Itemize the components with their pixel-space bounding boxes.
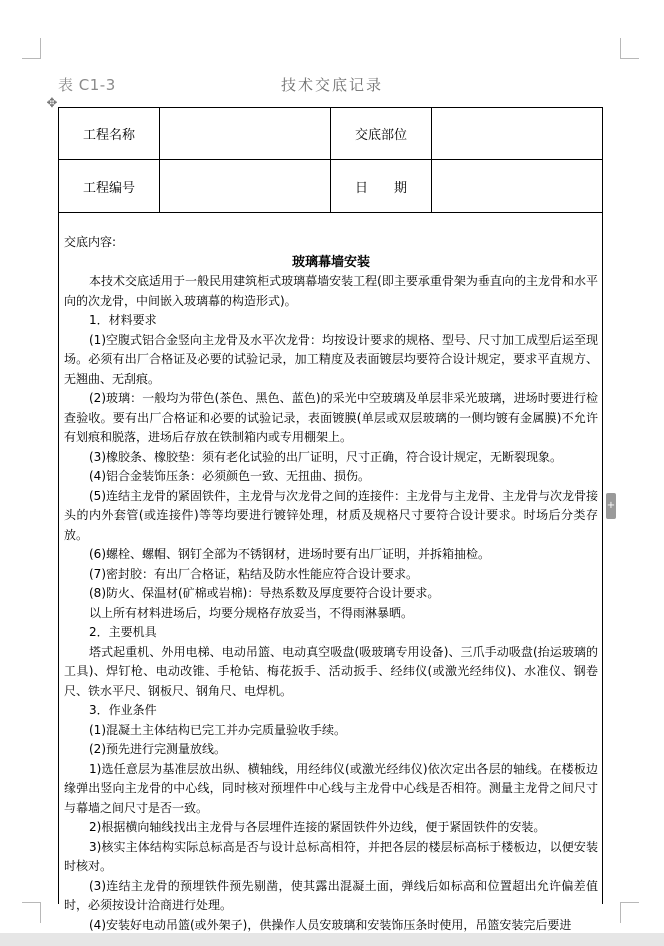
paragraph: (2)预先进行完测量放线。 <box>89 742 226 756</box>
header-table <box>59 108 602 213</box>
date-label: 日 期 <box>331 160 432 212</box>
paragraph: 本技术交底适用于一般民用建筑柜式玻璃幕墙安装工程(即主要承重骨架为垂直向的主龙骨和水平向的次龙骨，中间嵌入玻璃幕的构造形式)。 <box>64 274 598 308</box>
project-name-field[interactable] <box>160 108 331 160</box>
content-label: 交底内容: <box>64 235 117 249</box>
paragraph: (4)铝合金装饰压条：必须颜色一致、无扭曲、损伤。 <box>89 469 371 483</box>
form-title: 技术交底记录 <box>280 76 383 94</box>
move-handle-icon[interactable]: ✥ <box>46 96 58 111</box>
paragraph: (3)连结主龙骨的预埋铁件预先剔凿，使其露出混凝土面，弹线后如标高和位置超出允许偏差值时，必须按设计洽商进行处理。 <box>64 878 598 912</box>
paragraph: (7)密封胶：有出厂合格证，粘结及防水性能应符合设计要求。 <box>89 566 419 581</box>
crop-mark-bottom-left <box>22 902 41 923</box>
crop-mark-top-right <box>620 38 639 59</box>
paragraph: 以上所有材料进场后，均要分规格存放妥当，不得雨淋暴晒。 <box>89 605 414 620</box>
paragraph: (6)螺栓、螺帽、钢钉全部为不锈钢材，进场时要有出厂证明，并拆箱抽检。 <box>89 547 491 561</box>
section-label: 交底部位 <box>331 108 432 160</box>
section-heading: 1．材料要求 <box>89 313 157 327</box>
crop-mark-top-left <box>22 38 41 59</box>
project-no-label: 工程编号 <box>59 160 160 212</box>
crop-mark-bottom-right <box>620 902 639 923</box>
project-no-field[interactable] <box>160 160 331 212</box>
paragraph: (2)玻璃：一般均为带色(茶色、黑色、蓝色)的采光中空玻璃及单层非采光玻璃，进场时要进行检查验收。要有出厂合格证和必要的试验记录，表面镀膜(单层或双层玻璃的一侧均镀有金属膜)不允许有划痕和脱落，进场后存放在铁制箱内或专用棚架上。 <box>64 391 598 444</box>
project-name-label: 工程名称 <box>59 108 160 160</box>
side-expand-icon[interactable]: + <box>606 493 616 519</box>
bottom-scroll-area <box>0 933 664 946</box>
paragraph: (4)安装好电动吊篮(或外架子)，供操作人员安玻璃和安装饰压条时使用，吊篮安装完后要进 <box>89 917 572 932</box>
section-heading: 3．作业条件 <box>89 703 157 717</box>
paragraph: 2)根据横向轴线找出主龙骨与各层埋件连接的紧固铁件外边线，便于紧固铁件的安装。 <box>89 820 546 834</box>
disclosure-content[interactable] <box>59 213 602 935</box>
document-title: 玻璃幕墙安装 <box>291 254 370 270</box>
paragraph: (5)连结主龙骨的紧固铁件，主龙骨与次龙骨之间的连接件：主龙骨与主龙骨、主龙骨与次龙骨接头的内外套管(或连接件)等等均要进行镀锌处理，材质及规格尺寸要符合设计要求。时场后分类存放。 <box>64 488 599 542</box>
paragraph: (1)空腹式铝合金竖向主龙骨及水平次龙骨：均按设计要求的规格、型号、尺寸加工成型后运至现场。必须有出厂合格证及必要的试验记录，加工精度及表面镀层均要符合设计规定，要求平直规方、无翘曲、无刮痕。 <box>64 332 599 386</box>
date-field[interactable] <box>432 160 602 212</box>
paragraph: 塔式起重机、外用电梯、电动吊篮、电动真空吸盘(吸玻璃专用设备)、三爪手动吸盘(抬运玻璃的工具)、焊钉枪、电动改锥、手枪钻、梅花扳手、活动扳手、经纬仪(或激光经纬仪)、水准仪、钢卷尺、铁水平尺、钢板尺、钢角尺、电焊机。 <box>64 644 598 698</box>
paragraph: 1)选任意层为基准层放出纵、横轴线，用经纬仪(或激光经纬仪)依次定出各层的轴线。在楼板边缘弹出竖向主龙骨的中心线，同时核对预埋件中心线与主龙骨中心线是否相符。测量主龙骨之间尺寸与幕墙之间尺寸是否一致。 <box>64 761 598 815</box>
paragraph: (8)防火、保温材(矿棉或岩棉)：导热系数及厚度要符合设计要求。 <box>89 586 440 600</box>
paragraph: (1)混凝土主体结构已完工并办完质量验收手续。 <box>89 722 346 737</box>
record-sheet <box>58 107 603 932</box>
form-code: 表 C1-3 <box>58 76 116 94</box>
section-field[interactable] <box>432 108 602 160</box>
paragraph: 3)核实主体结构实际总标高是否与设计总标高相符，并把各层的楼层标高标于楼板边，以便安装时核对。 <box>64 839 598 873</box>
paragraph: (3)橡胶条、橡胶垫：须有老化试验的出厂证明，尺寸正确，符合设计规定，无断裂现象。 <box>89 449 563 464</box>
section-heading: 2．主要机具 <box>89 625 157 639</box>
